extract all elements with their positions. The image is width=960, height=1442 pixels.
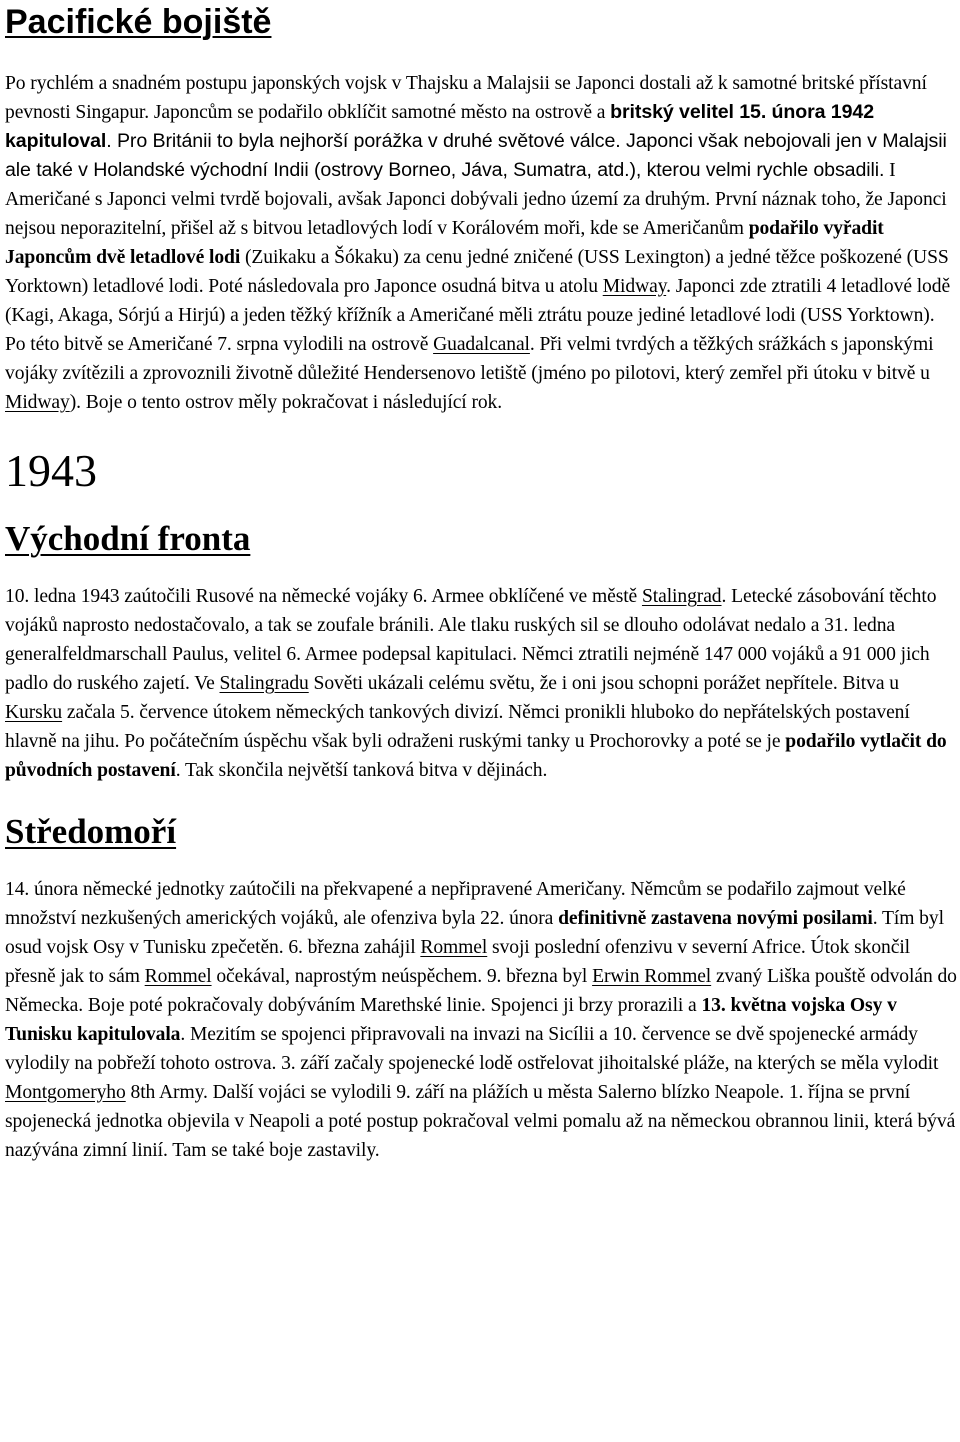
link-montgomeryho[interactable]: Montgomeryho [5, 1082, 126, 1103]
text: 10. ledna 1943 zaútočili Rusové na německé vojáky 6. Armee obklíčené ve městě [5, 586, 642, 607]
text: ). Boje o tento ostrov měly pokračovat i následující rok. [69, 392, 503, 413]
link-stalingradu[interactable]: Stalingradu [219, 673, 309, 694]
bold-text: britský velitel 15. února 1942 kapituloval [5, 101, 874, 152]
link-midway[interactable]: Midway [602, 276, 667, 297]
text: I Američané s Japonci velmi tvrdě bojovali, avšak Japonci dobývali jedno území za druhým. První náznak toho, že Japonci nejsou neporazitelní, přišel až s bitvou letadlových lodí v Korálovém moři, kde se Američanům [5, 160, 947, 239]
bold-text: definitivně zastavena novými posilami [558, 908, 873, 929]
text: zvaný Liška pouště odvolán do Německa. Boje poté pokračovaly dobýváním Marethské linie. Spojenci ji brzy prorazili a [5, 966, 957, 1016]
link-midway[interactable]: Midway [5, 392, 70, 413]
section-title-pacific: Pacifické bojiště [5, 3, 272, 41]
link-guadalcanal[interactable]: Guadalcanal [433, 334, 530, 355]
link-rommel[interactable]: Rommel [420, 937, 488, 958]
text: . Tím byl osud vojsk Osy v Tunisku zpečetěn. 6. března zahájil [5, 908, 944, 958]
bold-text: podařilo vyřadit Japoncům dvě letadlové lodi [5, 218, 884, 268]
link-stalingrad[interactable]: Stalingrad [641, 586, 722, 607]
text: očekával, naprostým neúspěchem. 9. března byl [211, 966, 593, 987]
bold-text: 13. května vojska Osy v Tunisku kapitulovala [5, 995, 897, 1045]
text: (Zuikaku a Šókaku) za cenu jedné zničené (USS Lexington) a jedné těžce poškozené (USS Yorktown) letadlové lodi. Poté následovala pro Japonce osudná bitva u atolu [5, 247, 949, 297]
bold-text: podařilo vytlačit do původních postavení [5, 731, 947, 781]
text: Po rychlém a snadném postupu japonských vojsk v Thajsku a Malajsii se Japonci dostali až k samotné britské přístavní pevnosti Singapur. Japoncům se podařilo obklíčit samotné město na ostrově a [5, 73, 927, 123]
text: . Letecké zásobování těchto vojáků naprosto nedostačovalo, a tak se zoufale bránili. Ale tlaku ruských sil se dlouho odolávat nedalo a 31. ledna generalfeldmarschall Paulus, velitel 6. Armee podepsal kapitulaci. Němci ztratili nejméně 147 000 vojáků a 91 000 jich padlo do ruského zajetí. Ve [5, 586, 937, 694]
year-heading: 1943 [5, 445, 97, 496]
text: . Při velmi tvrdých a těžkých srážkách s japonskými vojáky zvítězili a zprovoznili životně důležité Hendersenovo letiště (jméno po pilotovi, který zemřel při útoku v bitvě u [5, 334, 934, 384]
text: . Mezitím se spojenci připravovali na invazi na Sicílii a 10. července se dvě spojenecké armády vylodily na pobřeží tohoto ostrova. 3. září začaly spojenecké lodě ostřelovat jihoitalské pláže, na kterých se měla vylodit [5, 1024, 939, 1074]
text: . Pro Británii to byla nejhorší porážka v druhé světové válce. Japonci však nebojovali jen v Malajsii ale také v Holandské východní Indii (ostrovy Borneo, Jáva, Sumatra, atd.), kterou velmi rychle obsadili. [5, 130, 947, 181]
section-title-east-front: Východní fronta [5, 519, 251, 558]
link-kursku[interactable]: Kursku [5, 702, 63, 723]
paragraph-east-front [5, 582, 957, 785]
paragraph-pacific [5, 69, 957, 417]
section-title-mediterranean: Středomoří [5, 812, 177, 851]
text: 8th Army. Další vojáci se vylodili 9. září na plážích u města Salerno blízko Neapole. 1. října se první spojenecká jednotka objevila v Neapoli a poté postup pokračoval velmi pomalu až na německou obrannou linii, která bývá nazývána zimní linií. Tam se také boje zastavily. [5, 1082, 956, 1161]
link-erwin-rommel[interactable]: Erwin Rommel [592, 966, 712, 987]
text: svoji poslední ofenzivu v severní Africe. Útok skončil přesně jak to sám [5, 937, 911, 987]
document-page [5, 0, 957, 1165]
text: . Tak skončila největší tanková bitva v dějinách. [175, 760, 548, 781]
text: Sověti ukázali celému světu, že i oni jsou schopni porážet nepřítele. Bitva u [308, 673, 899, 694]
link-rommel[interactable]: Rommel [144, 966, 212, 987]
text: 14. února německé jednotky zaútočili na překvapené a nepřipravené Američany. Němcům se podařilo zajmout velké množství nezkušených amerických vojáků, ale ofenziva byla 22. února [5, 879, 906, 929]
text: . Japonci zde ztratili 4 letadlové lodě (Kagi, Akaga, Sórjú a Hirjú) a jeden těžký křížník a Američané měli ztrátu pouze jediné letadlové lodi (USS Yorktown). Po této bitvě se Američané 7. srpna vylodili na ostrově [5, 276, 951, 355]
paragraph-mediterranean [5, 875, 957, 1165]
text: začala 5. července útokem německých tankových divizí. Němci pronikli hluboko do nepřátelských postavení hlavně na jihu. Po počátečním úspěchu však byli odraženi ruskými tanky u Prochorovky a poté se je [5, 702, 910, 752]
